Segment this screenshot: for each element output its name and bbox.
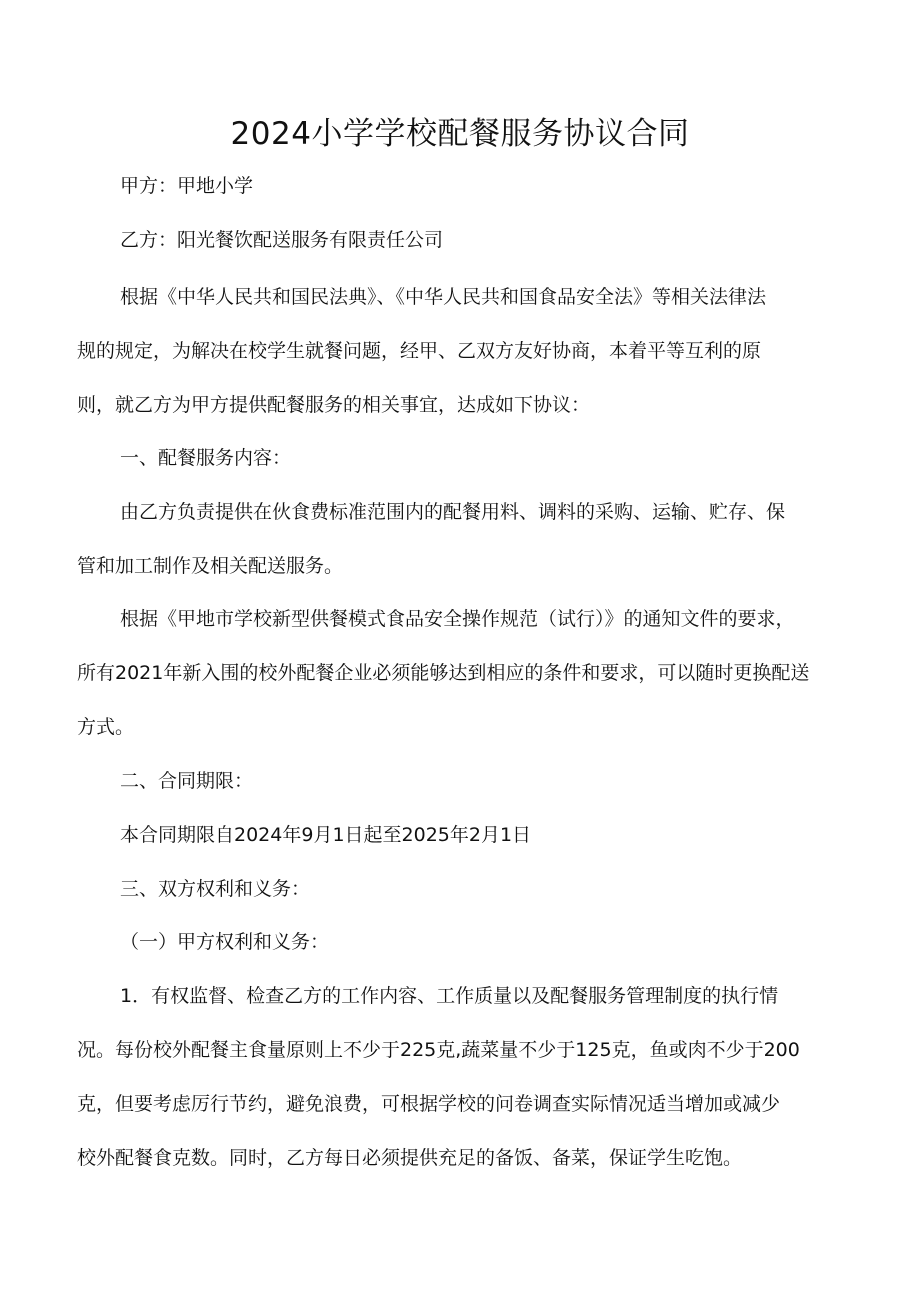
item1-line-1: 1．有权监督、检查乙方的工作内容、工作质量以及配餐服务管理制度的执行情: [120, 985, 779, 1007]
section2-heading: 二、合同期限：: [120, 770, 254, 792]
intro-line-2: 规的规定，为解决在校学生就餐问题，经甲、乙双方友好协商，本着平等互利的原: [77, 340, 762, 362]
item1-line-4: 校外配餐食克数。同时，乙方每日必须提供充足的备饭、备菜，保证学生吃饱。: [77, 1147, 743, 1169]
section1-heading: 一、配餐服务内容：: [120, 447, 292, 469]
section2-term: 本合同期限自2024年9月1日起至2025年2月1日: [120, 824, 532, 846]
intro-line-3: 则，就乙方为甲方提供配餐服务的相关事宜，达成如下协议：: [77, 394, 591, 416]
item1-line-2: 况。每份校外配餐主食量原则上不少于225克,蔬菜量不少于125克，鱼或肉不少于200: [77, 1039, 800, 1061]
section3-sub1-heading: （一）甲方权利和义务：: [120, 931, 330, 953]
section1-p1-line-2: 管和加工制作及相关配送服务。: [77, 555, 344, 577]
party-b: 乙方：阳光餐饮配送服务有限责任公司: [120, 229, 444, 251]
section3-heading: 三、双方权利和义务：: [120, 878, 311, 900]
document-title: 2024小学学校配餐服务协议合同: [230, 116, 690, 152]
section1-p1-line-1: 由乙方负责提供在伙食费标准范围内的配餐用料、调料的采购、运输、贮存、保: [120, 501, 786, 523]
item1-line-3: 克，但要考虑厉行节约，避免浪费，可根据学校的问卷调查实际情况适当增加或减少: [77, 1093, 781, 1115]
section1-p2-line-1: 根据《甲地市学校新型供餐模式食品安全操作规范（试行）》的通知文件的要求，: [120, 608, 795, 630]
section1-p2-line-3: 方式。: [77, 716, 135, 738]
intro-line-1: 根据《中华人民共和国民法典》、《中华人民共和国食品安全法》等相关法律法: [120, 286, 767, 308]
party-a: 甲方：甲地小学: [120, 175, 254, 197]
section1-p2-line-2: 所有2021年新入围的校外配餐企业必须能够达到相应的条件和要求，可以随时更换配送: [77, 662, 810, 684]
